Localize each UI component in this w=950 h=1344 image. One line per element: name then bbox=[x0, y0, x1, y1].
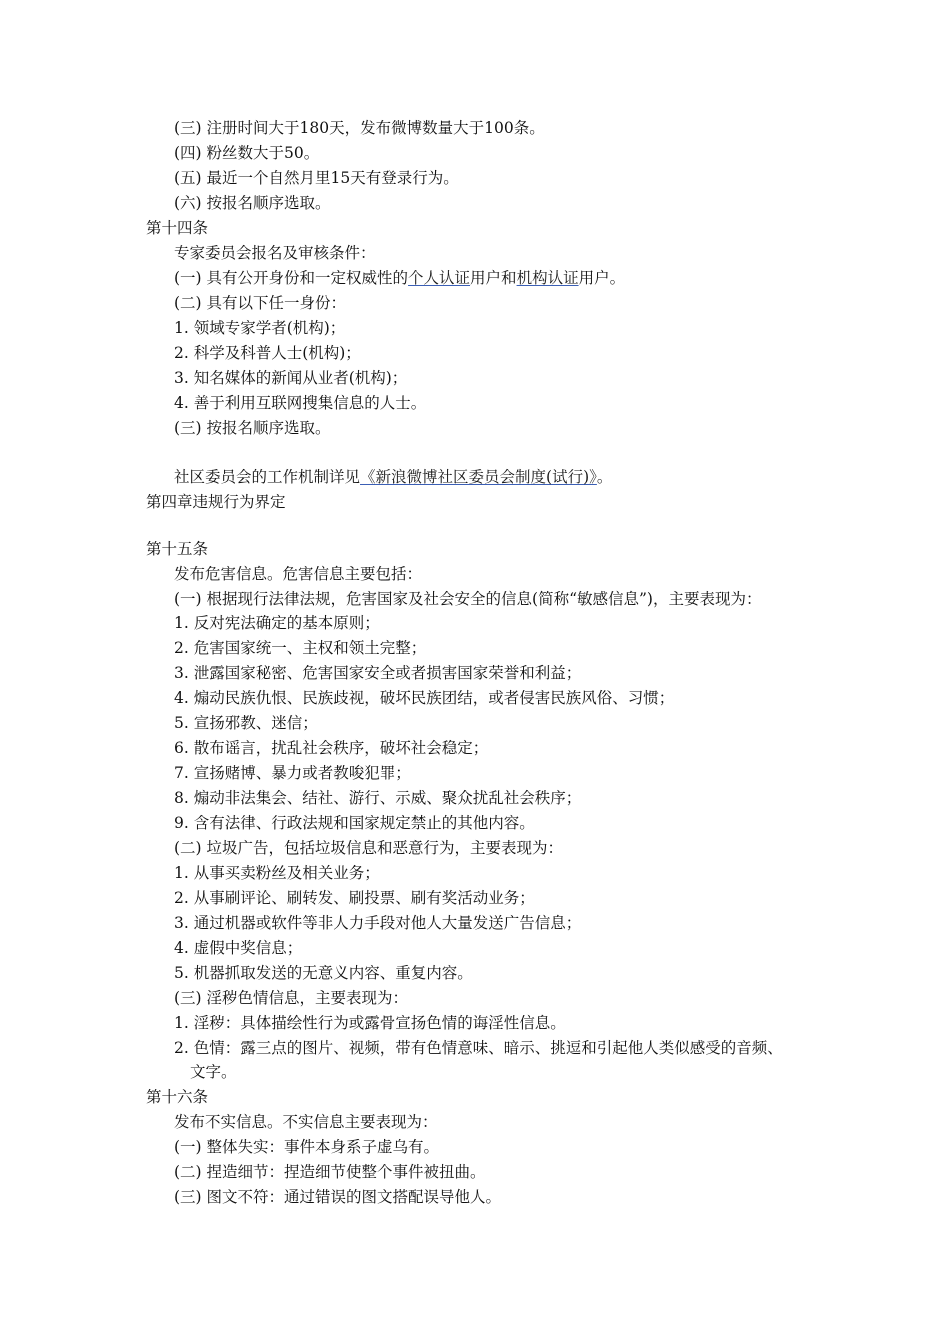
spam-item-5: 5. 机器抓取发送的无意义内容、重复内容。 bbox=[174, 964, 473, 982]
false-info-clause-1: (一) 整体失实：事件本身系子虚乌有。 bbox=[174, 1138, 440, 1156]
spam-item-1: 1. 从事买卖粉丝及相关业务； bbox=[174, 864, 380, 882]
organization-verification-link[interactable]: 机构认证 bbox=[516, 269, 579, 287]
personal-verification-link[interactable]: 个人认证 bbox=[408, 269, 471, 287]
clause-3-registration: (三) 注册时间大于180天，发布微博数量大于100条。 bbox=[174, 119, 545, 137]
obscene-item-2-continued: 文字。 bbox=[190, 1063, 237, 1081]
spam-item-3: 3. 通过机器或软件等非人力手段对他人大量发送广告信息； bbox=[174, 914, 582, 932]
harmful-item-6: 6. 散布谣言，扰乱社会秩序，破坏社会稳定； bbox=[174, 739, 489, 757]
harmful-item-1: 1. 反对宪法确定的基本原则； bbox=[174, 614, 380, 632]
expert-clause-3: (三) 按报名顺序选取。 bbox=[174, 419, 331, 437]
false-info-clause-3: (三) 图文不符：通过错误的图文搭配误导他人。 bbox=[174, 1188, 502, 1206]
expert-clause-1-mid: 用户和 bbox=[470, 269, 517, 287]
committee-mechanism-suffix: 。 bbox=[596, 468, 613, 486]
harmful-item-3: 3. 泄露国家秘密、危害国家安全或者损害国家荣誉和利益； bbox=[174, 664, 582, 682]
expert-committee-intro: 专家委员会报名及审核条件： bbox=[174, 244, 376, 262]
clause-4-followers: (四) 粉丝数大于50。 bbox=[174, 144, 320, 162]
expert-item-4: 4. 善于利用互联网搜集信息的人士。 bbox=[174, 394, 427, 412]
expert-item-1: 1. 领域专家学者(机构)； bbox=[174, 319, 346, 337]
article-14-heading: 第十四条 bbox=[146, 219, 209, 237]
expert-clause-1-prefix: (一) 具有公开身份和一定权威性的 bbox=[174, 269, 409, 287]
harmful-item-8: 8. 煽动非法集会、结社、游行、示威、聚众扰乱社会秩序； bbox=[174, 789, 582, 807]
expert-item-2: 2. 科学及科普人士(机构)； bbox=[174, 344, 361, 362]
harmful-clause-1: (一) 根据现行法律法规，危害国家及社会安全的信息(简称“敏感信息”)，主要表现为： bbox=[174, 590, 762, 608]
spam-item-4: 4. 虚假中奖信息； bbox=[174, 939, 303, 957]
spam-item-2: 2. 从事刷评论、刷转发、刷投票、刷有奖活动业务； bbox=[174, 889, 535, 907]
article-16-heading: 第十六条 bbox=[146, 1088, 209, 1106]
harmful-item-2: 2. 危害国家统一、主权和领土完整； bbox=[174, 639, 427, 657]
false-info-intro: 发布不实信息。不实信息主要表现为： bbox=[174, 1113, 438, 1131]
expert-clause-2: (二) 具有以下任一身份： bbox=[174, 294, 347, 312]
clause-6-order: (六) 按报名顺序选取。 bbox=[174, 194, 331, 212]
expert-clause-1-suffix: 用户。 bbox=[578, 269, 626, 287]
harmful-item-7: 7. 宣扬赌博、暴力或者教唆犯罪； bbox=[174, 764, 411, 782]
harmful-info-intro: 发布危害信息。危害信息主要包括： bbox=[174, 565, 423, 583]
expert-item-3: 3. 知名媒体的新闻从业者(机构)； bbox=[174, 369, 408, 387]
chapter-4-heading: 第四章违规行为界定 bbox=[146, 493, 286, 511]
false-info-clause-2: (二) 捏造细节：捏造细节使整个事件被扭曲。 bbox=[174, 1163, 486, 1181]
harmful-item-4: 4. 煽动民族仇恨、民族歧视，破坏民族团结，或者侵害民族风俗、习惯； bbox=[174, 689, 675, 707]
obscene-item-1: 1. 淫秽：具体描绘性行为或露骨宣扬色情的诲淫性信息。 bbox=[174, 1014, 566, 1032]
expert-clause-1 bbox=[174, 268, 625, 288]
spam-clause-2: (二) 垃圾广告，包括垃圾信息和恶意行为，主要表现为： bbox=[174, 839, 564, 857]
article-15-heading: 第十五条 bbox=[146, 540, 209, 558]
committee-rules-link[interactable]: 《新浪微博社区委员会制度(试行)》 bbox=[360, 468, 597, 486]
committee-mechanism-paragraph bbox=[174, 467, 612, 487]
harmful-item-5: 5. 宣扬邪教、迷信； bbox=[174, 714, 318, 732]
obscene-item-2: 2. 色情：露三点的图片、视频，带有色情意味、暗示、挑逗和引起他人类似感受的音频、 bbox=[174, 1039, 783, 1057]
clause-5-login: (五) 最近一个自然月里15天有登录行为。 bbox=[174, 169, 459, 187]
harmful-item-9: 9. 含有法律、行政法规和国家规定禁止的其他内容。 bbox=[174, 814, 535, 832]
committee-mechanism-prefix: 社区委员会的工作机制详见 bbox=[174, 468, 361, 486]
obscene-clause-3: (三) 淫秽色情信息，主要表现为： bbox=[174, 989, 409, 1007]
